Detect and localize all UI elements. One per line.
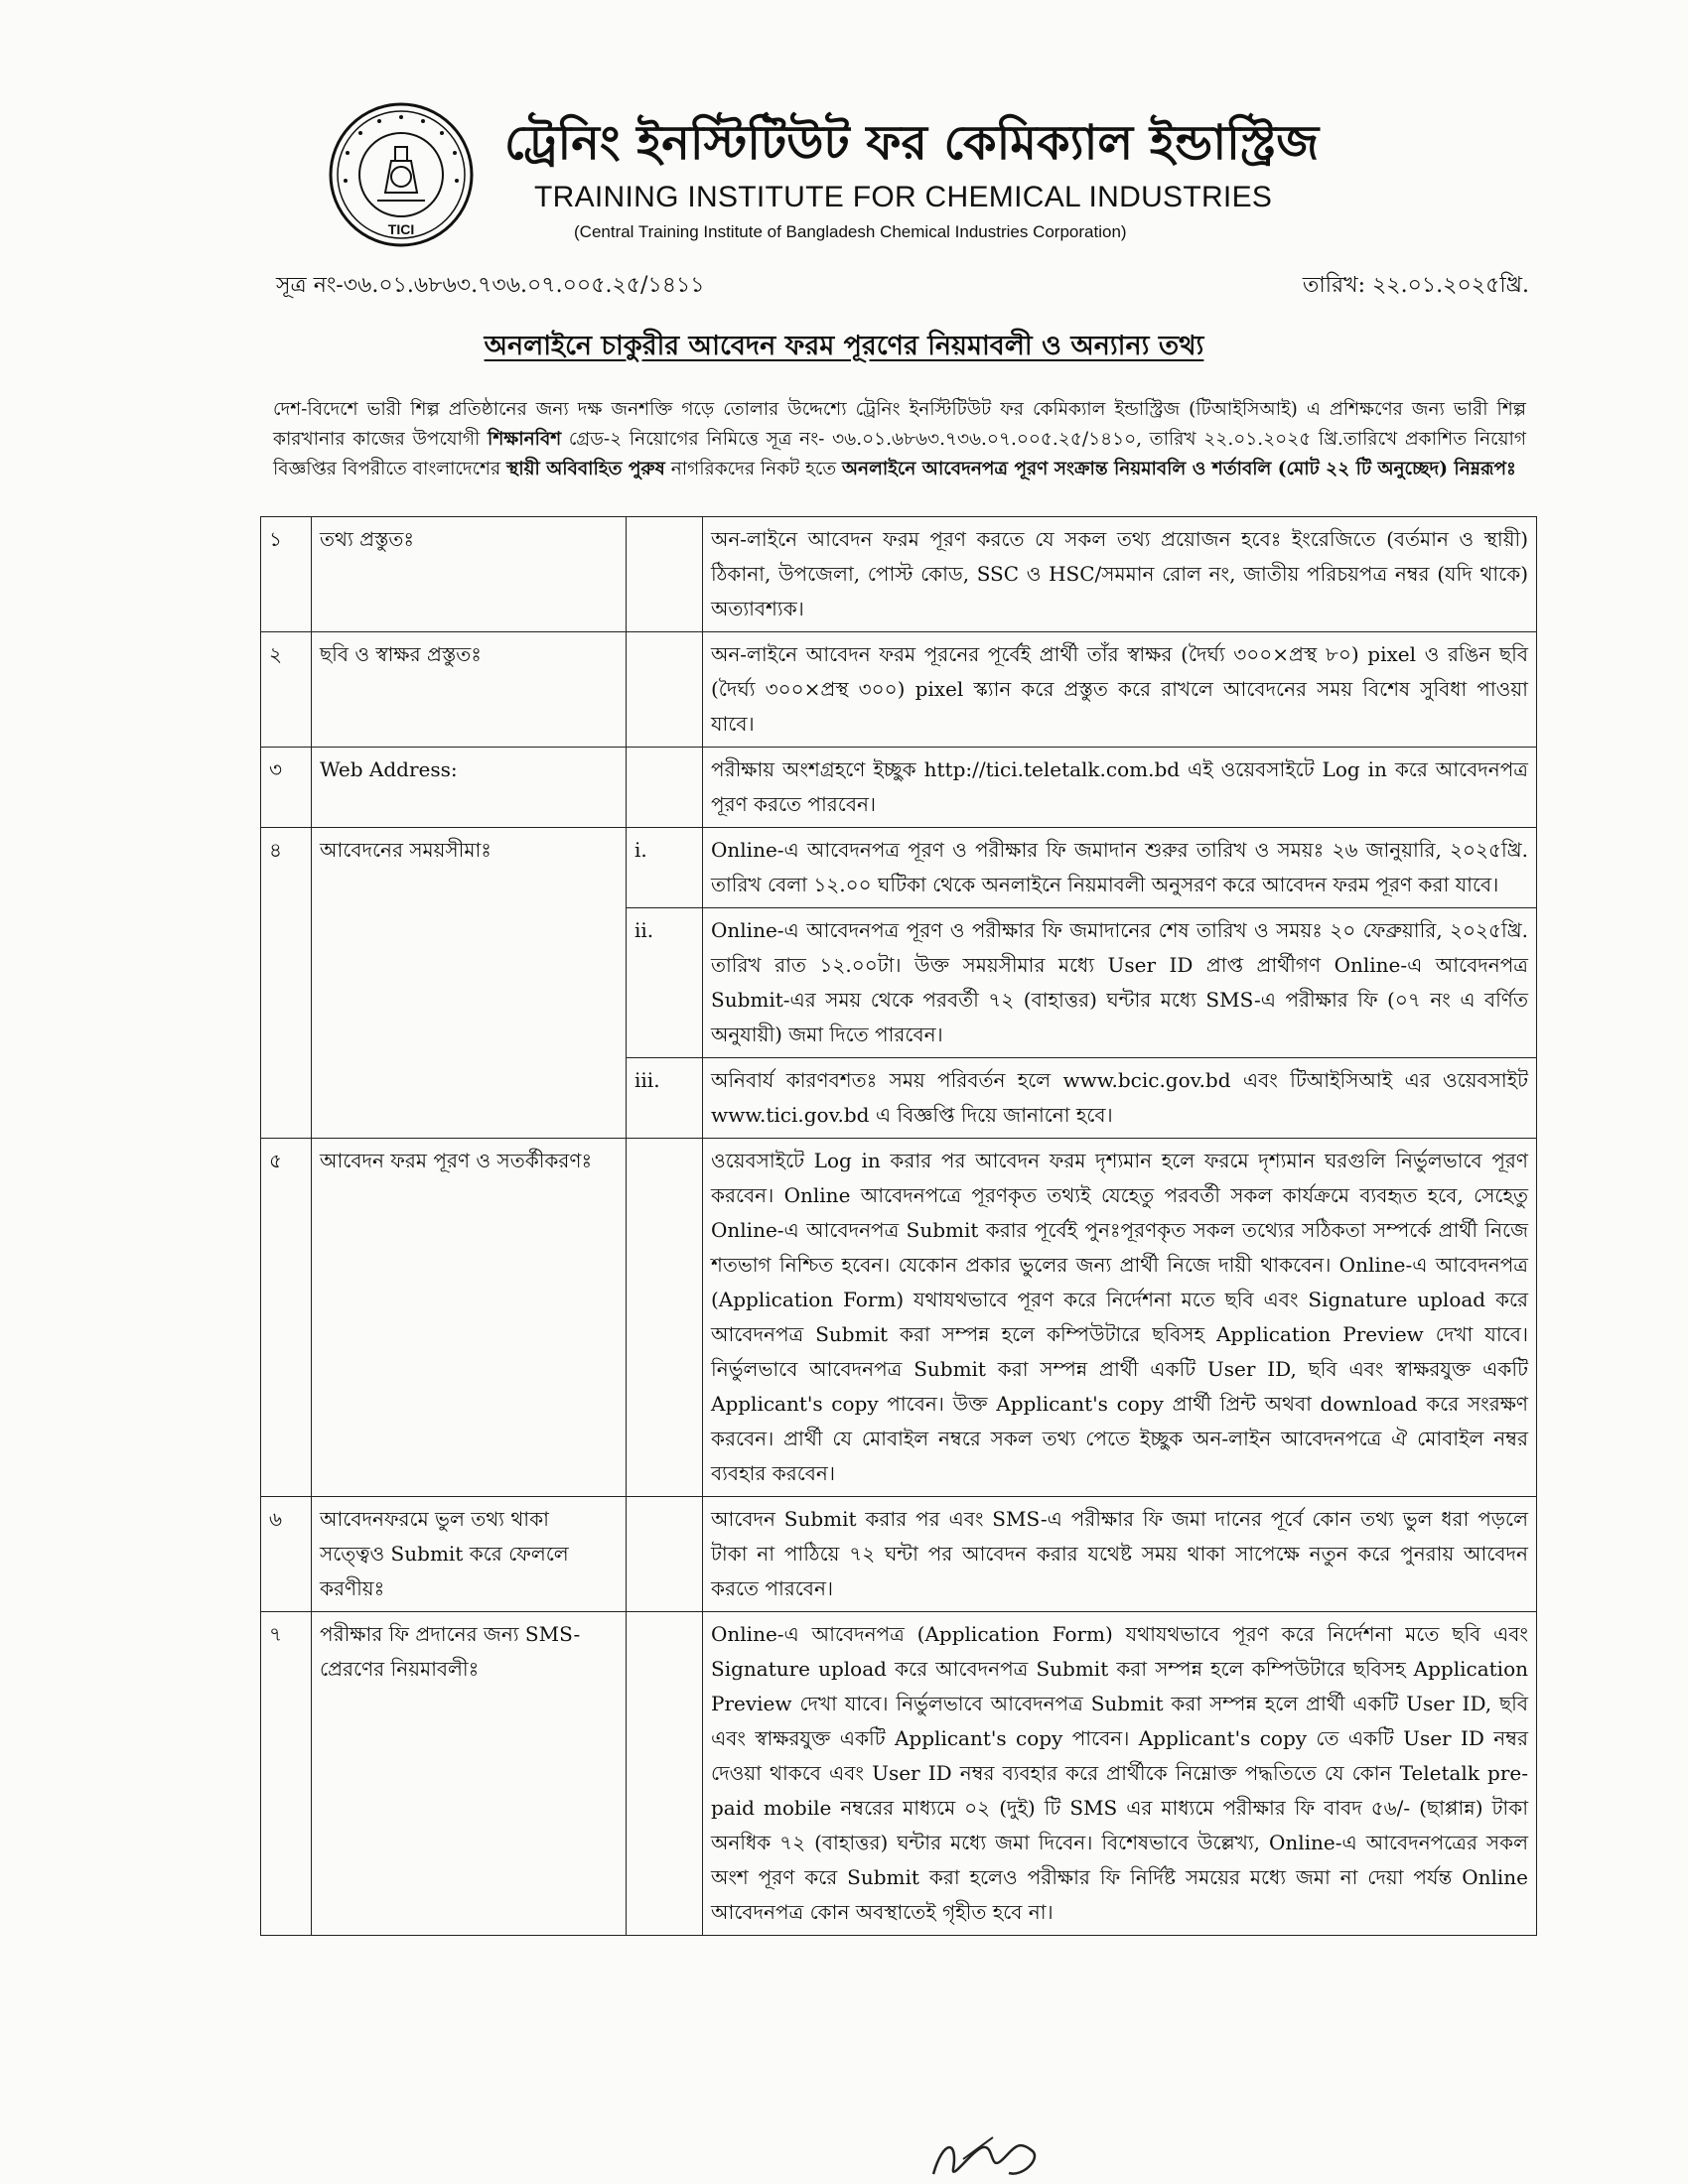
institute-seal-logo	[328, 101, 475, 248]
row-text: Online-এ আবেদনপত্র (Application Form) যথাযথভাবে পূরণ করে নির্দেশনা মতে ছবি এবং Signature upload করে আবেদনপত্র Submit করা সম্পন্ন হলে কম্পিউটারে ছবিসহ Application Preview দেখা যাবে। নির্ভুলভাবে আবেদনপত্র Submit করা সম্পন্ন হলে প্রার্থী একটি User ID, ছবি এবং স্বাক্ষরযুক্ত একটি Applicant's copy পাবেন। Applicant's copy তে একটি User ID নম্বর দেওয়া থাকবে এবং User ID নম্বর ব্যবহার করে প্রার্থীকে নিম্নোক্ত পদ্ধতিতে যে কোন Teletalk pre-paid mobile নম্বরের মাধ্যমে ০২ (দুই) টি SMS এর মাধ্যমে পরীক্ষার ফি বাবদ ৫৬/- (ছাপ্পান্ন) টাকা অনধিক ৭২ (বাহাত্তর) ঘন্টার মধ্যে জমা দিবেন। বিশেষভাবে উল্লেখ্য, Online-এ আবেদনপত্রের সকল অংশ পূরণ করে Submit করা হলেও পরীক্ষার ফি নির্দিষ্ট সময়ের মধ্যে জমা না দেয়া পর্যন্ত Online আবেদনপত্র কোন অবস্থাতেই গৃহীত হবে না।	[703, 1612, 1537, 1936]
table-row	[261, 632, 1537, 748]
row-number: ৪	[261, 828, 312, 1139]
row-sub-text: Online-এ আবেদনপত্র পূরণ ও পরীক্ষার ফি জমাদানের শেষ তারিখ ও সময়ঃ ২০ ফেব্রুয়ারি, ২০২৫খ্রি. তারিখ রাত ১২.০০টা। উক্ত সময়সীমার মধ্যে User ID প্রাপ্ত প্রার্থীগণ Online-এ আবেদনপত্র Submit-এর সময় থেকে পরবর্তী ৭২ (বাহাত্তর) ঘন্টার মধ্যে SMS-এ পরীক্ষার ফি (০৭ নং এ বর্ণিত অনুযায়ী) জমা দিতে পারবেন।	[703, 908, 1537, 1058]
row-label: আবেদন ফরম পূরণ ও সতর্কীকরণঃ	[312, 1139, 627, 1497]
row-sub	[627, 517, 703, 632]
row-label: Web Address:	[312, 748, 627, 828]
intro-bold-2: স্থায়ী অবিবাহিত পুরুষ	[506, 459, 665, 479]
row-label: ছবি ও স্বাক্ষর প্রস্তুতঃ	[312, 632, 627, 748]
table-row	[261, 517, 1537, 632]
institute-name-bengali: ট্রেনিং ইনস্টিটিউট ফর কেমিক্যাল ইন্ডাস্ট্রিজ	[504, 115, 1320, 171]
reference-number: সূত্র নং-৩৬.০১.৬৮৬৩.৭৩৬.০৭.০০৫.২৫/১৪১১	[276, 273, 705, 298]
row-number: ৭	[261, 1612, 312, 1936]
intro-bold-3: অনলাইনে আবেদনপত্র পূরণ সংক্রান্ত নিয়মাবলি ও শর্তাবলি (মোট ২২ টি অনুচ্ছেদ) নিম্নরূপঃ	[842, 459, 1516, 479]
row-text: ওয়েবসাইটে Log in করার পর আবেদন ফরম দৃশ্যমান হলে ফরমে দৃশ্যমান ঘরগুলি নির্ভুলভাবে পূরণ করবেন। Online আবেদনপত্রে পূরণকৃত তথ্যই যেহেতু পরবর্তী সকল কার্যক্রমে ব্যবহৃত হবে, সেহেতু Online-এ আবেদনপত্র Submit করার পূর্বেই পুনঃপূরণকৃত সকল তথ্যের সঠিকতা সম্পর্কে প্রার্থী নিজে শতভাগ নিশ্চিত হবেন। যেকোন প্রকার ভুলের জন্য প্রার্থী নিজে দায়ী থাকবেন। Online-এ আবেদনপত্র (Application Form) যথাযথভাবে পূরণ করে নির্দেশনা মতে ছবি এবং Signature upload করে আবেদনপত্র Submit করা সম্পন্ন হলে কম্পিউটারে ছবিসহ Application Preview দেখা যাবে। নির্ভুলভাবে আবেদনপত্র Submit করা সম্পন্ন প্রার্থী একটি User ID, ছবি এবং স্বাক্ষরযুক্ত একটি Applicant's copy পাবেন। উক্ত Applicant's copy প্রার্থী প্রিন্ট অথবা download করে সংরক্ষণ করবেন। প্রার্থী যে মোবাইল নম্বরে সকল তথ্য পেতে ইচ্ছুক অন-লাইন আবেদনপত্রে ঐ মোবাইল নম্বর ব্যবহার করবেন।	[703, 1139, 1537, 1497]
letterhead	[328, 99, 1420, 258]
intro-part-2: গ্রেড-২ নিয়োগের নিমিত্তে সূত্র নং- ৩৬.০১.৬৮৬৩.৭৩৬.০৭.০০৫.২৫/১৪১০, তারিখ ২২.০১.২০২৫ খ্রি.তারিখে প্রকাশিত নিয়োগ বিজ্ঞপ্তির বিপরীতে বাংলাদেশের	[273, 429, 1526, 479]
row-number: ১	[261, 517, 312, 632]
issue-date: তারিখ: ২২.০১.২০২৫খ্রি.	[1302, 273, 1529, 298]
row-label: আবেদনফরমে ভুল তথ্য থাকা সত্ত্বেও Submit করে ফেললে করণীয়ঃ	[312, 1497, 627, 1612]
handwritten-signature	[923, 2129, 1062, 2184]
intro-bold-1: শিক্ষানবিশ	[488, 429, 562, 450]
table-row	[261, 828, 1537, 908]
row-sub-text: Online-এ আবেদনপত্র পূরণ ও পরীক্ষার ফি জমাদান শুরুর তারিখ ও সময়ঃ ২৬ জানুয়ারি, ২০২৫খ্রি. তারিখ বেলা ১২.০০ ঘটিকা থেকে অনলাইনে নিয়মাবলী অনুসরণ করে আবেদন ফরম পূরণ করা যাবে।	[703, 828, 1537, 908]
seal-text: TICI	[387, 221, 415, 237]
rules-table	[260, 516, 1537, 1936]
row-number: ৫	[261, 1139, 312, 1497]
row-number: ২	[261, 632, 312, 748]
row-number: ৬	[261, 1497, 312, 1612]
institute-name-english: TRAINING INSTITUTE FOR CHEMICAL INDUSTRIES	[534, 181, 1273, 213]
table-row	[261, 1497, 1537, 1612]
row-sub-index: iii.	[627, 1058, 703, 1139]
row-sub	[627, 632, 703, 748]
row-sub	[627, 748, 703, 828]
intro-part-3: নাগরিকদের নিকট হতে	[664, 459, 843, 479]
row-text: অন-লাইনে আবেদন ফরম পূরণ করতে যে সকল তথ্য প্রয়োজন হবেঃ ইংরেজিতে (বর্তমান ও স্থায়ী) ঠিকানা, উপজেলা, পোস্ট কোড, SSC ও HSC/সমমান রোল নং, জাতীয় পরিচয়পত্র নম্বর (যদি থাকে) অত্যাবশ্যক।	[703, 517, 1537, 632]
table-row	[261, 748, 1537, 828]
table-row	[261, 1139, 1537, 1497]
table-row	[261, 1612, 1537, 1936]
intro-paragraph	[273, 395, 1526, 484]
row-text: অন-লাইনে আবেদন ফরম পূরনের পূর্বেই প্রার্থী তাঁর স্বাক্ষর (দৈর্ঘ্য ৩০০×প্রস্থ ৮০) pixel ও রঙিন ছবি (দৈর্ঘ্য ৩০০×প্রস্থ ৩০০) pixel স্ক্যান করে প্রস্তুত করে রাখলে আবেদনের সময় বিশেষ সুবিধা পাওয়া যাবে।	[703, 632, 1537, 748]
row-text: পরীক্ষায় অংশগ্রহণে ইচ্ছুক http://tici.teletalk.com.bd এই ওয়েবসাইটে Log in করে আবেদনপত্র পূরণ করতে পারবেন।	[703, 748, 1537, 828]
row-sub-index: i.	[627, 828, 703, 908]
intro-part-1: দেশ-বিদেশে ভারী শিল্প প্রতিষ্ঠানের জন্য দক্ষ জনশক্তি গড়ে তোলার উদ্দেশ্যে ট্রেনিং ইনস্টিটিউট ফর কেমিক্যাল ইন্ডাস্ট্রিজ (টিআইসিআই) এ প্রশিক্ষণের জন্য ভারী শিল্প কারখানার কাজের উপযোগী	[273, 399, 1526, 450]
row-label: পরীক্ষার ফি প্রদানের জন্য SMS-প্রেরণের নিয়মাবলীঃ	[312, 1612, 627, 1936]
row-label: আবেদনের সময়সীমাঃ	[312, 828, 627, 1139]
notice-title-text: অনলাইনে চাকুরীর আবেদন ফরম পূরণের নিয়মাবলী ও অন্যান্য তথ্য	[484, 331, 1204, 361]
row-sub	[627, 1497, 703, 1612]
row-label: তথ্য প্রস্তুতঃ	[312, 517, 627, 632]
row-number: ৩	[261, 748, 312, 828]
row-sub	[627, 1612, 703, 1936]
row-sub	[627, 1139, 703, 1497]
institute-subtitle: (Central Training Institute of Bangladesh Chemical Industries Corporation)	[574, 222, 1127, 241]
row-sub-index: ii.	[627, 908, 703, 1058]
row-sub-text: অনিবার্য কারণবশতঃ সময় পরিবর্তন হলে www.bcic.gov.bd এবং টিআইসিআই এর ওয়েবসাইট www.tici.gov.bd এ বিজ্ঞপ্তি দিয়ে জানানো হবে।	[703, 1058, 1537, 1139]
row-text: আবেদন Submit করার পর এবং SMS-এ পরীক্ষার ফি জমা দানের পূর্বে কোন তথ্য ভুল ধরা পড়লে টাকা না পাঠিয়ে ৭২ ঘন্টা পর আবেদন করার যথেষ্ট সময় থাকা সাপেক্ষে নতুন করে পুনরায় আবেদন করতে পারবেন।	[703, 1497, 1537, 1612]
notice-title	[0, 326, 1688, 370]
